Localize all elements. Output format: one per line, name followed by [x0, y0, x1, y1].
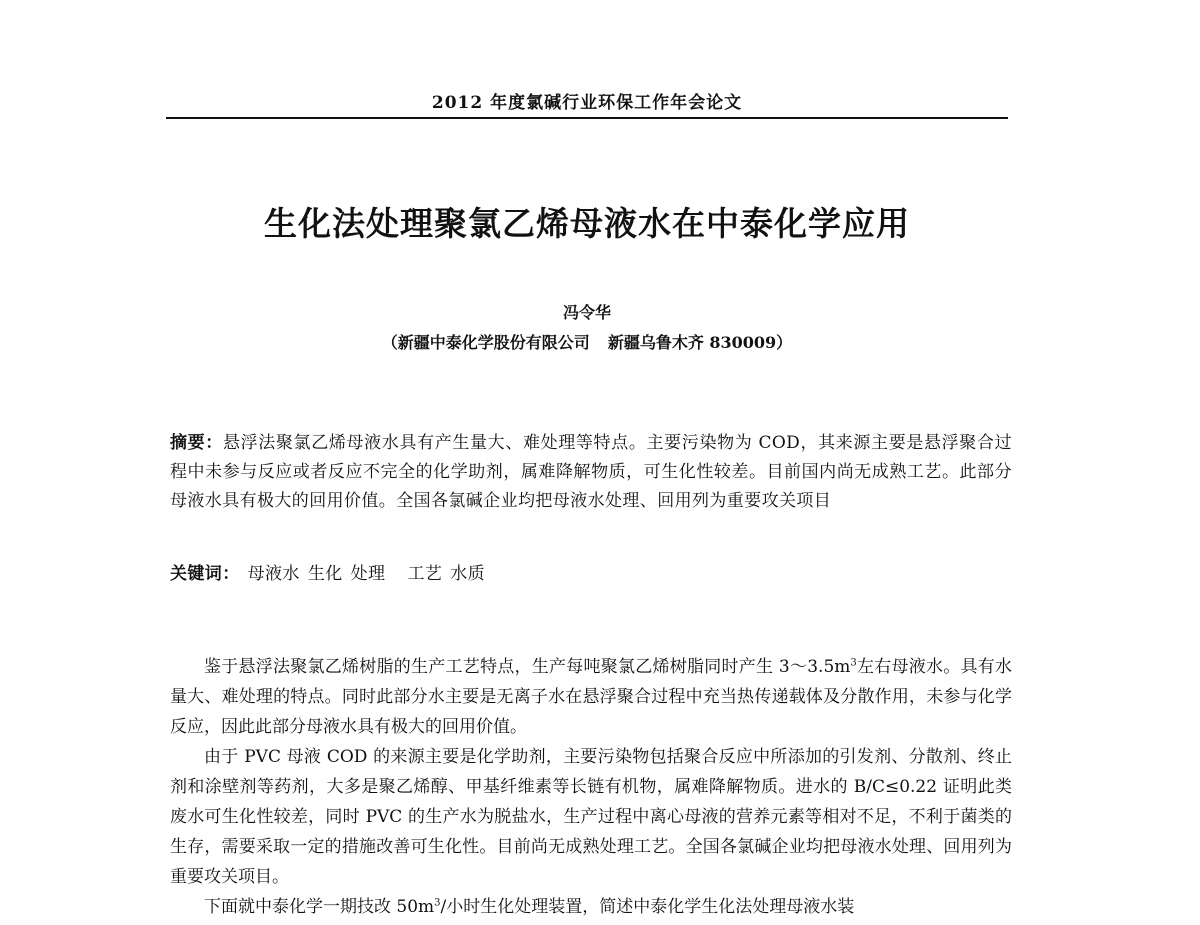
body-paragraph-3-main: 下面就中泰化学一期技改 50m	[204, 897, 435, 917]
body-paragraph	[170, 892, 1012, 922]
body-paragraph	[170, 652, 1012, 742]
affiliation	[166, 330, 1008, 353]
paper-title: 生化法处理聚氯乙烯母液水在中泰化学应用	[264, 204, 910, 243]
running-header: 2012 年度氯碱行业环保工作年会论文	[431, 93, 743, 113]
keyword-item: 生化	[307, 564, 343, 584]
keyword-item: 处理	[350, 564, 386, 584]
keyword-item: 工艺	[407, 564, 443, 584]
affiliation-location: 新疆乌鲁木齐 830009）	[607, 333, 793, 352]
keyword-item: 水质	[450, 564, 486, 584]
header-rule	[166, 117, 1008, 119]
body-text	[170, 652, 1012, 922]
keyword-item: 母液水	[247, 564, 300, 584]
superscript: 3	[850, 657, 857, 669]
keywords	[170, 560, 1012, 589]
body-paragraph-3-rest: /小时生化处理装置，简述中泰化学生化法处理母液水装	[440, 897, 855, 917]
abstract-text: 悬浮法聚氯乙烯母液水具有产生量大、难处理等特点。主要污染物为 COD，其来源主要是悬浮聚合过程中未参与反应或者反应不完全的化学助剂，属难降解物质，可生化性较差。目前国内尚无成熟工艺。此部分母液水具有极大的回用价值。全国各氯碱企业均把母液水处理、回用列为重要攻关项目	[170, 433, 1012, 511]
body-paragraph-1-main: 鉴于悬浮法聚氯乙烯树脂的生产工艺特点，生产每吨聚氯乙烯树脂同时产生 3～3.5m	[204, 657, 851, 677]
body-paragraph-1-rest: 左右母液水。具有水量大、难处理的特点。同时此部分水主要是无离子水在悬浮聚合过程中充当热传递载体及分散作用，未参与化学反应，因此此部分母液水具有极大的回用价值。	[170, 657, 1012, 737]
affiliation-company: （新疆中泰化学股份有限公司	[381, 333, 590, 352]
body-paragraph: 由于 PVC 母液 COD 的来源主要是化学助剂，主要污染物包括聚合反应中所添加的引发剂、分散剂、终止剂和涂壁剂等药剂，大多是聚乙烯醇、甲基纤维素等长链有机物，属难降解物质。进水的 B/C≤0.22 证明此类废水可生化性较差，同时 PVC 的生产水为脱盐水，生产过程中离心母液的营养元素等相对不足，不利于菌类的生存，需要采取一定的措施改善可生化性。目前尚无成熟处理工艺。全国各氯碱企业均把母液水处理、回用列为重要攻关项目。	[170, 747, 1012, 887]
author-name: 冯令华	[562, 303, 611, 322]
abstract	[170, 429, 1012, 516]
abstract-label: 摘要：	[170, 433, 223, 453]
keywords-label: 关键词：	[170, 564, 240, 584]
superscript: 3	[434, 897, 441, 909]
